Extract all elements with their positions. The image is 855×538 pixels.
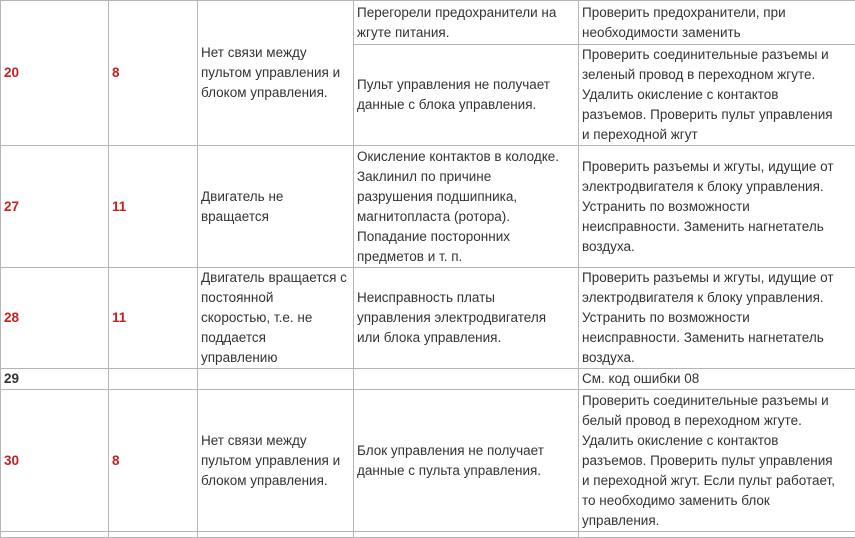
error-code-cell: 30 [1,390,109,532]
blink-count-cell: 11 [109,268,198,369]
remedy-cell: Проверить разъемы и жгуты, идущие от электродвигателя к блоку управления. Устранить по возможности неисправности. Заменить нагнетатель воздуха. [579,268,855,369]
symptom-cell: Нет связи между пультом управления и блоком управления. [198,390,354,532]
remedy-cell: См. код ошибки 08 [579,369,855,390]
cause-cell: Пульт управления не получает данные с блока управления. [354,45,579,146]
symptom-cell [198,369,354,390]
cause-cell: Перегорели предохранители на жгуте питания. [354,1,579,45]
cause-cell: Неисправность платы управления электродвигателя или блока управления. [354,268,579,369]
table-row [1,268,855,369]
remedy-cell: Проверить соединительные разъемы и белый провод в переходном жгуте. Удалить окисление с контактов разъемов. Проверить пульт управления и переходной жгут. Если пульт работает, то необходимо заменить блок управления. [579,390,855,532]
blink-count-cell: 8 [109,390,198,532]
cause-cell [354,369,579,390]
table-row [1,146,855,268]
symptom-cell: Двигатель не вращается [198,146,354,268]
remedy-cell: Проверить разъемы и жгуты, идущие от электродвигателя к блоку управления. Устранить по возможности неисправности. Заменить нагнетатель воздуха. [579,146,855,268]
symptom-cell: Нет связи между пультом управления и блоком управления. [198,1,354,146]
remedy-cell: Проверить соединительные разъемы и зеленый провод в переходном жгуте. Удалить окисление с контактов разъемов. Проверить пульт управления и переходной жгут [579,45,855,146]
cause-cell: Блок управления не получает данные с пульта управления. [354,390,579,532]
symptom-cell: Двигатель вращается с постоянной скоростью, т.е. не поддается управлению [198,268,354,369]
table-row [1,1,855,45]
blink-count-cell: 11 [109,146,198,268]
table-row [1,369,855,390]
error-code-cell: 29 [1,369,109,390]
error-code-cell: 27 [1,146,109,268]
blink-count-cell [109,369,198,390]
table-row [1,390,855,532]
table-row-partial [1,532,855,538]
cause-cell: Окисление контактов в колодке. Заклинил по причине разрушения подшипника, магнитопласта (ротора). Попадание посторонних предметов и т. п. [354,146,579,268]
error-code-cell: 20 [1,1,109,146]
remedy-cell: Проверить предохранители, при необходимости заменить [579,1,855,45]
blink-count-cell: 8 [109,1,198,146]
error-code-cell: 28 [1,268,109,369]
